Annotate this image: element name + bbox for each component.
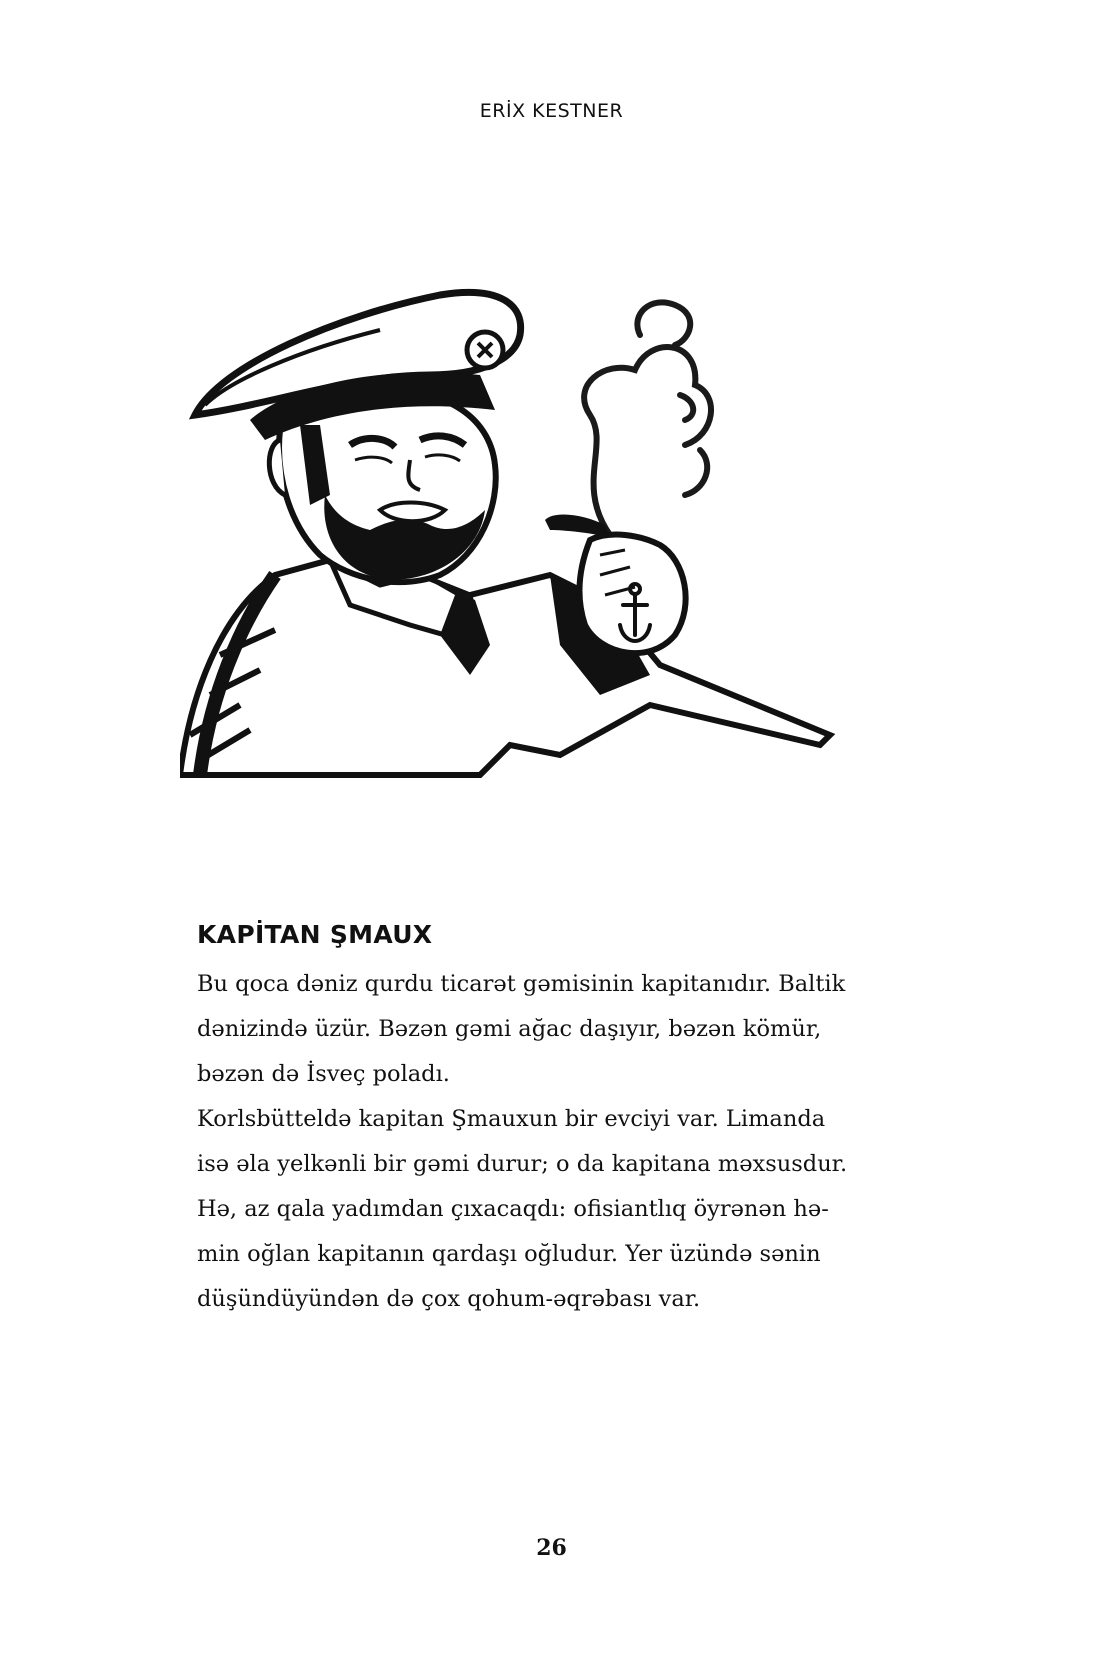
- text-line: min oğlan kapitanın qardaşı oğludur. Yer üzündə sənin: [197, 1241, 821, 1267]
- text-line: düşündüyündən də çox qohum-əqrəbası var.: [197, 1286, 701, 1312]
- article-title: KAPİTAN ŞMAUX: [197, 920, 433, 949]
- captain-illustration: [180, 275, 880, 835]
- page-number: 26: [536, 1535, 567, 1561]
- text-line: Bu qoca dəniz qurdu ticarət gəmisinin kapitanıdır. Baltik: [197, 971, 846, 997]
- text-line: isə əla yelkənli bir gəmi durur; o da kapitana məxsusdur.: [197, 1151, 848, 1177]
- running-header: ERİX KESTNER: [479, 100, 624, 122]
- paragraph: [197, 962, 917, 1097]
- text-line: dənizində üzür. Bəzən gəmi ağac daşıyır, bəzən kömür,: [197, 1016, 822, 1042]
- paragraph: [197, 1097, 917, 1322]
- jacket: [180, 560, 830, 775]
- text-line: Korlsbütteldə kapitan Şmauxun bir evciyi var. Limanda: [197, 1106, 826, 1132]
- text-line: bəzən də İsveç poladı.: [197, 1061, 450, 1087]
- pipe-smoke: [584, 302, 711, 535]
- text-line: Hə, az qala yadımdan çıxacaqdı: ofisiantlıq öyrənən hə-: [197, 1196, 829, 1222]
- article-body: [197, 962, 917, 1322]
